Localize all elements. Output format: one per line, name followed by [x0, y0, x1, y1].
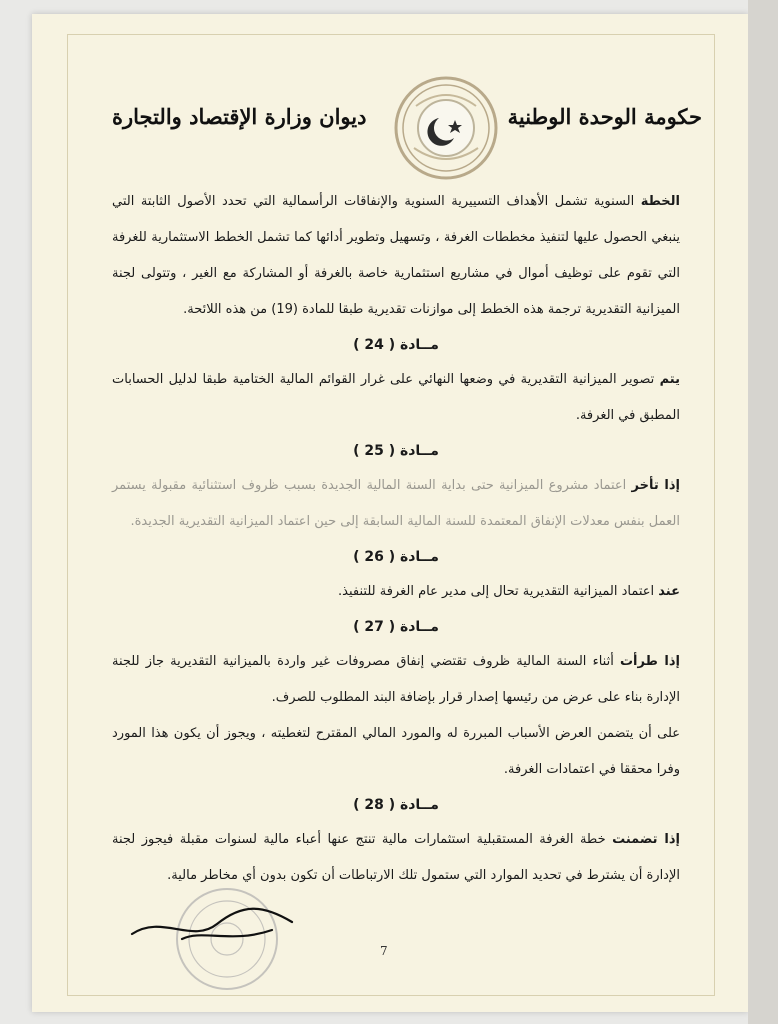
- paragraph-text: أثناء السنة المالية ظروف تقتضي إنفاق مصروفات غير واردة بالميزانية التقديرية جاز للجنة الإدارة بناء على عرض من رئيسها إصدار قرار بإضافة البند المطلوب للصرف.: [112, 654, 680, 705]
- paragraph-text: اعتماد مشروع الميزانية حتى بداية السنة المالية الجديدة بسبب ظروف استثنائية مقبولة يستمر العمل بنفس معدلات الإنفاق المعتمدة للسنة المالية السابقة إلى حين اعتماد الميزانية التقديرية الجديدة.: [112, 478, 680, 529]
- paragraph: [112, 644, 680, 716]
- government-title: حكومة الوحدة الوطنية: [507, 104, 702, 129]
- paragraph-lead: إذا طرأت: [619, 654, 680, 669]
- paragraph-text: السنوية تشمل الأهداف التسييرية السنوية والإنفاقات الرأسمالية التي تحدد الأصول الثابتة التي ينبغي الحصول عليها لتنفيذ مخططات الغرفة ، وتسهيل وتطوير أدائها كما تشمل الخطط الاستثمارية للغرفة التي تقوم على توظيف أموال في مشاريع استثمارية خاصة بالغرفة أو المشاركة مع الغير ، وتتولى لجنة الميزانية التقديرية ترجمة هذه الخطط إلى موازنات تقديرية طبقا للمادة (19) من هذه اللائحة.: [112, 194, 680, 317]
- paragraph-lead: إذا تضمنت: [612, 832, 680, 847]
- paragraph: [112, 574, 680, 610]
- ministry-title: ديوان وزارة الإقتصاد والتجارة: [112, 104, 367, 129]
- paragraph: [112, 184, 680, 328]
- paragraph-text: تصوير الميزانية التقديرية في وضعها النهائي على غرار القوائم المالية الختامية طبقا لدليل الحسابات المطبق في الغرفة.: [112, 372, 680, 423]
- paragraph-text: على أن يتضمن العرض الأسباب المبررة له والمورد المالي المقترح لتغطيته ، ويجوز أن يكون هذا المورد وفرا محققا في اعتمادات الغرفة.: [112, 726, 680, 777]
- paragraph: [112, 468, 680, 540]
- page-number: 7: [380, 944, 388, 958]
- paragraph-lead: الخطة: [640, 194, 680, 209]
- article-heading: مــادة ( 25 ): [353, 443, 439, 459]
- article-heading: مــادة ( 28 ): [353, 797, 439, 813]
- document-body: [112, 184, 680, 894]
- paragraph-text: اعتماد الميزانية التقديرية تحال إلى مدير عام الغرفة للتنفيذ.: [338, 584, 659, 599]
- article-heading: مــادة ( 27 ): [353, 619, 439, 635]
- article-heading: مــادة ( 24 ): [353, 337, 439, 353]
- libya-emblem-icon: [392, 74, 500, 182]
- paragraph-text: خطة الغرفة المستقبلية استثمارات مالية تنتج عنها أعباء مالية لسنوات مقبلة فيجوز لجنة الإدارة أن يشترط في تحديد الموارد التي ستمول تلك الارتباطات أن تكون بدون أي مخاطر مالية.: [112, 832, 680, 883]
- paragraph-lead: عند: [658, 584, 680, 599]
- article-heading: مــادة ( 26 ): [353, 549, 439, 565]
- letterhead: [72, 74, 712, 194]
- scan-margin: [748, 0, 778, 1024]
- paragraph: [112, 362, 680, 434]
- document-page: [32, 14, 748, 1012]
- paragraph: [112, 716, 680, 788]
- paragraph-lead: إذا تأخر: [631, 478, 681, 493]
- paragraph-lead: يتم: [659, 372, 680, 387]
- signature-icon: [122, 894, 302, 954]
